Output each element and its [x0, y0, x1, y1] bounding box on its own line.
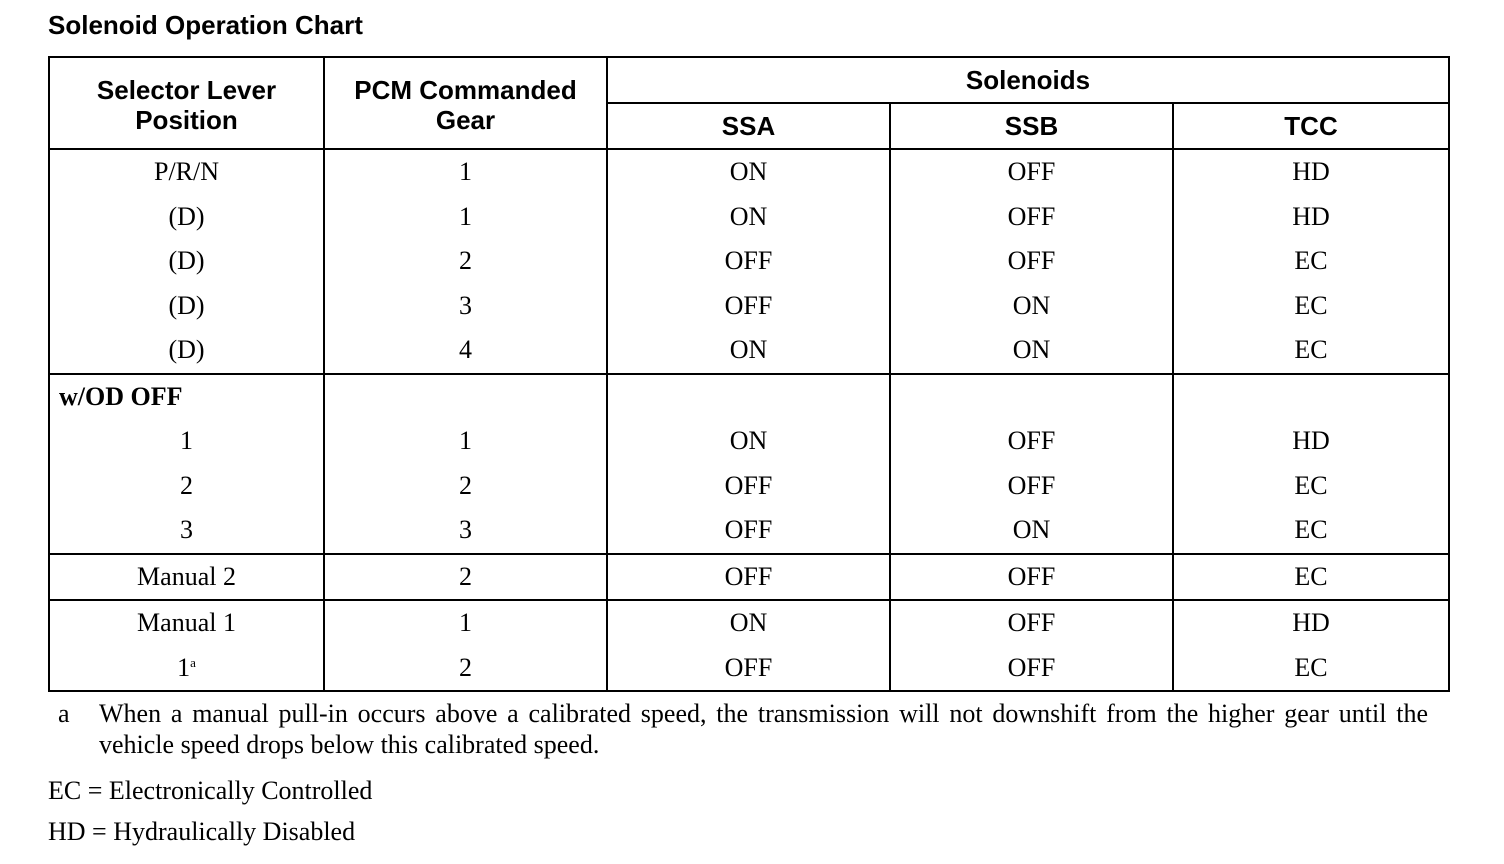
cell-gear-text: 1: [459, 426, 472, 456]
cell-tcc: [1173, 646, 1449, 692]
cell-tcc-text: EC: [1294, 561, 1328, 591]
cell-ssb: [890, 600, 1173, 646]
cell-gear: [324, 600, 607, 646]
cell-tcc-text: HD: [1292, 157, 1330, 187]
cell-selector: [49, 284, 324, 329]
cell-gear-text: 2: [459, 470, 472, 500]
footnote-text: When a manual pull-in occurs above a calibrated speed, the transmission will not downshift from the higher gear until the vehicle speed drops below this calibrated speed.: [99, 699, 1428, 759]
header-pcm-commanded-gear: PCM Commanded Gear: [324, 57, 607, 149]
cell-selector-text: 3: [180, 515, 193, 545]
cell-tcc-text: EC: [1294, 335, 1328, 365]
cell-selector-text: 1: [177, 652, 191, 682]
cell-ssa: [607, 328, 890, 374]
cell-ssb: [890, 464, 1173, 509]
cell-gear: [324, 284, 607, 329]
cell-selector: [49, 508, 324, 554]
cell-gear-text: 1: [459, 608, 472, 638]
cell-tcc-text: EC: [1294, 515, 1328, 545]
cell-gear-text: 1: [459, 201, 472, 231]
cell-ssa: [607, 464, 890, 509]
cell-gear-text: 2: [459, 246, 472, 276]
subheading-label: w/OD OFF: [49, 374, 324, 420]
row-group: [49, 149, 1449, 374]
table-row: [49, 149, 1449, 195]
cell-tcc: [1173, 554, 1449, 601]
cell-ssb: [890, 239, 1173, 284]
cell-gear-text: 3: [459, 515, 472, 545]
cell-gear: [324, 464, 607, 509]
cell-ssb-text: OFF: [1007, 608, 1056, 638]
row-group: [49, 374, 1449, 554]
cell-ssa: [607, 284, 890, 329]
table-row: [49, 554, 1449, 601]
page-title: Solenoid Operation Chart: [48, 10, 363, 40]
cell-ssa: [607, 419, 890, 464]
cell-selector-text: Manual 1: [137, 608, 236, 638]
footnote-mark: a: [58, 699, 70, 728]
cell-ssa: [607, 646, 890, 692]
cell-ssa: [607, 554, 890, 601]
cell-ssb-text: OFF: [1007, 246, 1056, 276]
cell-tcc-text: EC: [1294, 470, 1328, 500]
subheading-row: [49, 374, 1449, 420]
header-ssb: SSB: [890, 103, 1173, 149]
cell-tcc: [1173, 328, 1449, 374]
cell-tcc-text: HD: [1292, 608, 1330, 638]
header-solenoids: Solenoids: [607, 57, 1449, 103]
cell-tcc-text: EC: [1294, 246, 1328, 276]
cell-selector: [49, 419, 324, 464]
cell-gear: [324, 239, 607, 284]
cell-ssb-text: OFF: [1007, 652, 1056, 682]
cell-tcc: [1173, 464, 1449, 509]
cell-selector-text: 2: [180, 470, 193, 500]
cell-ssa: [607, 239, 890, 284]
cell-selector-text: Manual 2: [137, 561, 236, 591]
header-selector-lever-position: Selector Lever Position: [49, 57, 324, 149]
table-row: [49, 464, 1449, 509]
cell-tcc: [1173, 239, 1449, 284]
cell-tcc: [1173, 600, 1449, 646]
legend-hd: HD = Hydraulically Disabled: [48, 817, 356, 846]
cell-tcc: [1173, 508, 1449, 554]
footnote: [58, 698, 1428, 760]
cell-selector: [49, 149, 324, 195]
cell-ssa-text: ON: [729, 201, 768, 231]
cell-ssb: [890, 508, 1173, 554]
cell-selector: [49, 554, 324, 601]
cell-ssb-text: OFF: [1007, 426, 1056, 456]
cell-tcc: [1173, 149, 1449, 195]
cell-selector: [49, 195, 324, 240]
empty-cell: [1173, 374, 1449, 420]
table-row: [49, 600, 1449, 646]
cell-ssa-text: OFF: [724, 561, 773, 591]
cell-ssa-text: ON: [729, 608, 768, 638]
cell-tcc-text: EC: [1294, 290, 1328, 320]
cell-gear: [324, 508, 607, 554]
cell-ssb: [890, 149, 1173, 195]
cell-selector-text: 1: [180, 426, 193, 456]
cell-gear-text: 4: [459, 335, 472, 365]
cell-gear: [324, 328, 607, 374]
header-ssa: SSA: [607, 103, 890, 149]
row-group: [49, 600, 1449, 691]
cell-ssa-text: ON: [729, 335, 768, 365]
cell-ssa: [607, 600, 890, 646]
table-row: [49, 284, 1449, 329]
cell-gear: [324, 646, 607, 692]
table-row: [49, 195, 1449, 240]
cell-selector: [49, 646, 324, 692]
cell-ssb: [890, 419, 1173, 464]
cell-selector: [49, 600, 324, 646]
table-row: [49, 646, 1449, 692]
table-row: [49, 328, 1449, 374]
cell-gear-text: 3: [459, 290, 472, 320]
cell-tcc: [1173, 284, 1449, 329]
cell-ssa: [607, 149, 890, 195]
empty-cell: [890, 374, 1173, 420]
cell-selector-text: (D): [168, 201, 205, 231]
cell-selector: [49, 464, 324, 509]
cell-tcc-text: EC: [1294, 652, 1328, 682]
cell-gear-text: 1: [459, 157, 472, 187]
cell-ssa-text: OFF: [724, 246, 773, 276]
cell-ssb: [890, 284, 1173, 329]
table-row: [49, 419, 1449, 464]
cell-ssa: [607, 195, 890, 240]
cell-selector: [49, 328, 324, 374]
solenoid-table: [48, 56, 1450, 692]
cell-tcc-text: HD: [1292, 426, 1330, 456]
cell-gear: [324, 149, 607, 195]
cell-selector: [49, 239, 324, 284]
cell-selector-text: (D): [168, 335, 205, 365]
cell-ssb-text: OFF: [1007, 561, 1056, 591]
table-row: [49, 239, 1449, 284]
cell-ssa-text: OFF: [724, 290, 773, 320]
cell-ssb-text: ON: [1012, 515, 1051, 545]
cell-gear: [324, 195, 607, 240]
cell-gear: [324, 419, 607, 464]
cell-ssb-text: OFF: [1007, 201, 1056, 231]
cell-ssa: [607, 508, 890, 554]
cell-tcc: [1173, 195, 1449, 240]
empty-cell: [607, 374, 890, 420]
cell-ssb-text: OFF: [1007, 470, 1056, 500]
cell-tcc: [1173, 419, 1449, 464]
cell-selector-text: P/R/N: [153, 157, 220, 187]
cell-ssb: [890, 195, 1173, 240]
cell-ssb: [890, 646, 1173, 692]
header-tcc: TCC: [1173, 103, 1449, 149]
legend-ec: EC = Electronically Controlled: [48, 776, 373, 805]
cell-ssb-text: ON: [1012, 290, 1051, 320]
cell-ssa-text: ON: [729, 157, 768, 187]
cell-gear-text: 2: [459, 652, 472, 682]
cell-selector-text: (D): [168, 290, 205, 320]
cell-ssb-text: OFF: [1007, 157, 1056, 187]
table-header: [49, 57, 1449, 149]
cell-ssb: [890, 328, 1173, 374]
row-group: [49, 554, 1449, 601]
cell-ssa-text: ON: [729, 426, 768, 456]
cell-ssb-text: ON: [1012, 335, 1051, 365]
empty-cell: [324, 374, 607, 420]
table-row: [49, 508, 1449, 554]
footnote-reference: a: [190, 654, 196, 670]
cell-ssa-text: OFF: [724, 515, 773, 545]
cell-ssa-text: OFF: [724, 470, 773, 500]
cell-gear-text: 2: [459, 561, 472, 591]
cell-gear: [324, 554, 607, 601]
cell-ssa-text: OFF: [724, 652, 773, 682]
cell-selector-text: (D): [168, 246, 205, 276]
cell-ssb: [890, 554, 1173, 601]
cell-tcc-text: HD: [1292, 201, 1330, 231]
